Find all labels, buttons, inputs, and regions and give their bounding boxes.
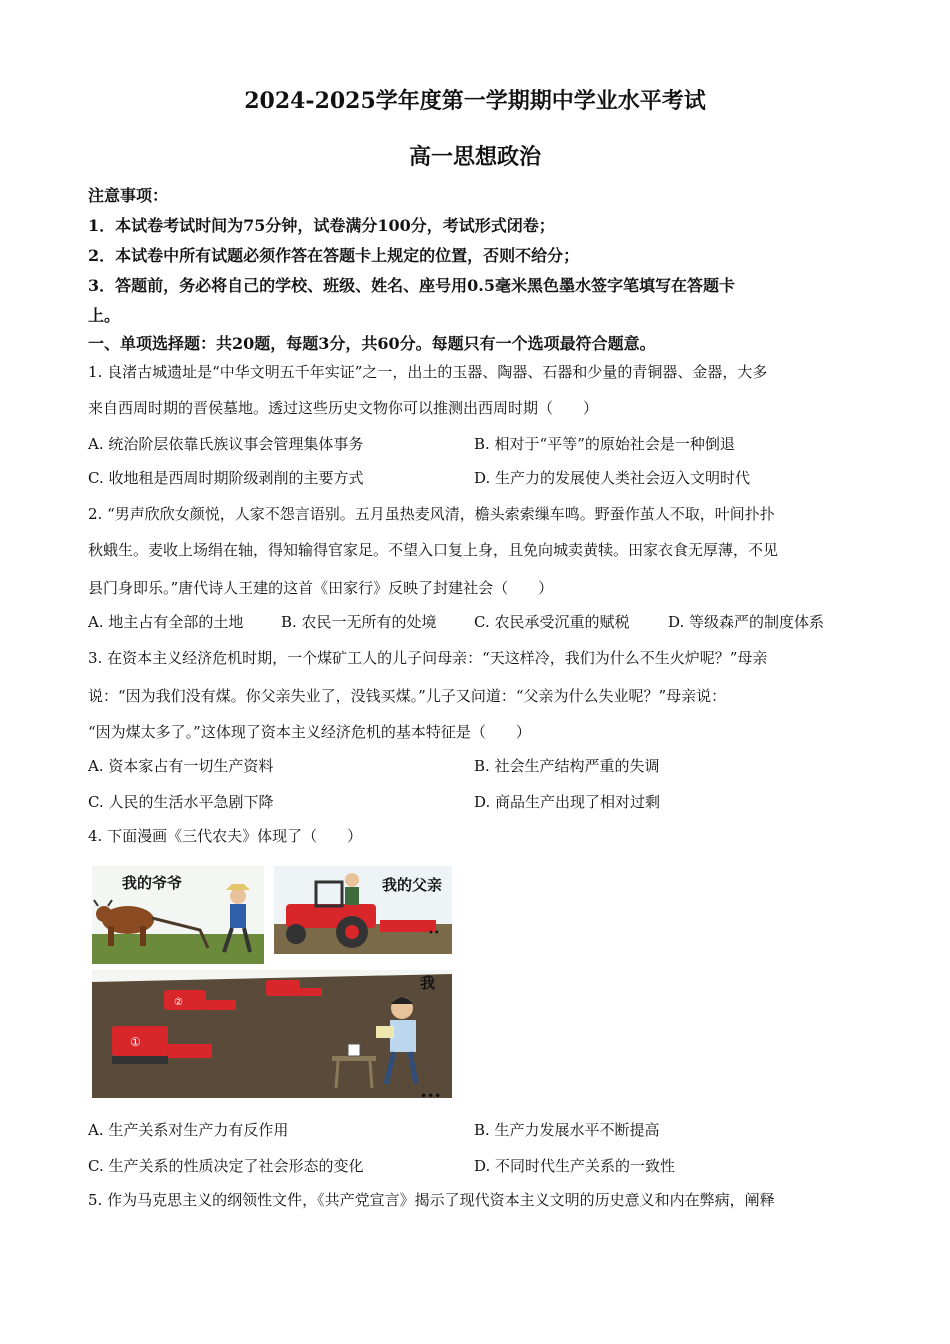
- section-heading: 一、单项选择题：共20题，每题3分，共60分。每题只有一个选项最符合题意。: [88, 334, 656, 353]
- q3-option-b[interactable]: B. 社会生产结构严重的失调: [474, 757, 660, 775]
- q1-line-2: 来自西周时期的晋侯墓地。透过这些历史文物你可以推测出西周时期（ ）: [88, 399, 599, 417]
- exam-title: 2024-2025学年度第一学期期中学业水平考试: [244, 88, 706, 114]
- q1-line-1: 1. 良渚古城遗址是“中华文明五千年实证”之一，出土的玉器、陶器、石器和少量的青铜器、金器，大多: [88, 363, 768, 381]
- q2-option-a[interactable]: A. 地主占有全部的土地: [88, 613, 244, 631]
- q2-option-c[interactable]: C. 农民承受沉重的赋税: [474, 613, 630, 631]
- comic-panel-father: [274, 866, 452, 954]
- me-caption: 我: [420, 974, 436, 992]
- comic-panel-grandfather: [92, 866, 264, 964]
- notice-item-1: 1．本试卷考试时间为75分钟，试卷满分100分，考试形式闭卷；: [88, 216, 555, 235]
- q2-line-2: 秋蛾生。麦收上场绢在轴，得知输得官家足。不望入口复上身，且免向城卖黄犊。田家衣食无厚薄，不见: [88, 541, 779, 559]
- three-generation-farmer-comic: [90, 858, 455, 1102]
- grandfather-caption: 我的爷爷: [122, 874, 183, 892]
- q2-option-b[interactable]: B. 农民一无所有的处境: [281, 613, 437, 631]
- q4-line-1: 4. 下面漫画《三代农夫》体现了（ ）: [88, 827, 363, 845]
- q1-option-b[interactable]: B. 相对于“平等”的原始社会是一种倒退: [474, 435, 735, 453]
- q4-option-a[interactable]: A. 生产关系对生产力有反作用: [88, 1121, 289, 1139]
- q2-line-3: 县门身即乐。”唐代诗人王建的这首《田家行》反映了封建社会（ ）: [88, 579, 554, 597]
- exam-subject: 高一思想政治: [408, 144, 541, 170]
- father-figure: [345, 873, 359, 905]
- harvester-number-1: ①: [130, 1035, 141, 1049]
- panel3-dots: •••: [420, 1089, 442, 1102]
- q4-option-b[interactable]: B. 生产力发展水平不断提高: [474, 1121, 660, 1139]
- q3-option-a[interactable]: A. 资本家占有一切生产资料: [88, 757, 274, 775]
- q3-line-3: “因为煤太多了。”这体现了资本主义经济危机的基本特征是（ ）: [88, 723, 531, 741]
- comic-panel-me: [92, 970, 452, 1102]
- q4-option-c[interactable]: C. 生产关系的性质决定了社会形态的变化: [88, 1157, 364, 1175]
- q3-option-c[interactable]: C. 人民的生活水平急剧下降: [88, 793, 274, 811]
- notice-heading: 注意事项：: [88, 186, 169, 205]
- q3-option-d[interactable]: D. 商品生产出现了相对过剩: [474, 793, 661, 811]
- q3-line-2: 说：“因为我们没有煤。你父亲失业了，没钱买煤。”儿子又问道：“父亲为什么失业呢？”母亲说：: [88, 687, 727, 705]
- panel2-dots: ••: [428, 928, 440, 939]
- q4-option-d[interactable]: D. 不同时代生产关系的一致性: [474, 1157, 676, 1175]
- notice-item-3-cont: 上。: [88, 306, 121, 325]
- q1-option-c[interactable]: C. 收地租是西周时期阶级剥削的主要方式: [88, 469, 364, 487]
- q1-option-a[interactable]: A. 统治阶层依靠氏族议事会管理集体事务: [88, 435, 364, 453]
- notice-item-2: 2．本试卷中所有试题必须作答在答题卡上规定的位置，否则不给分；: [88, 246, 580, 265]
- q2-line-1: 2. “男声欣欣女颜悦，人家不怨言语别。五月虽热麦风清，檐头索索缫车鸣。野蚕作茧人不取，叶间扑扑: [88, 505, 775, 523]
- panel1-field: [92, 934, 264, 964]
- q1-option-d[interactable]: D. 生产力的发展使人类社会迈入文明时代: [474, 469, 751, 487]
- q2-option-d[interactable]: D. 等级森严的制度体系: [668, 613, 825, 631]
- q3-line-1: 3. 在资本主义经济危机时期，一个煤矿工人的儿子问母亲：“天这样冷，我们为什么不生火炉呢？”母亲: [88, 649, 768, 667]
- harvester-number-2: ②: [174, 997, 183, 1008]
- notice-item-3: 3．答题前，务必将自己的学校、班级、姓名、座号用0.5毫米黑色墨水签字笔填写在答题卡: [88, 276, 735, 295]
- father-caption: 我的父亲: [382, 876, 443, 894]
- q5-line-1: 5. 作为马克思主义的纲领性文件，《共产党宣言》揭示了现代资本主义文明的历史意义和内在弊病，阐释: [88, 1191, 775, 1209]
